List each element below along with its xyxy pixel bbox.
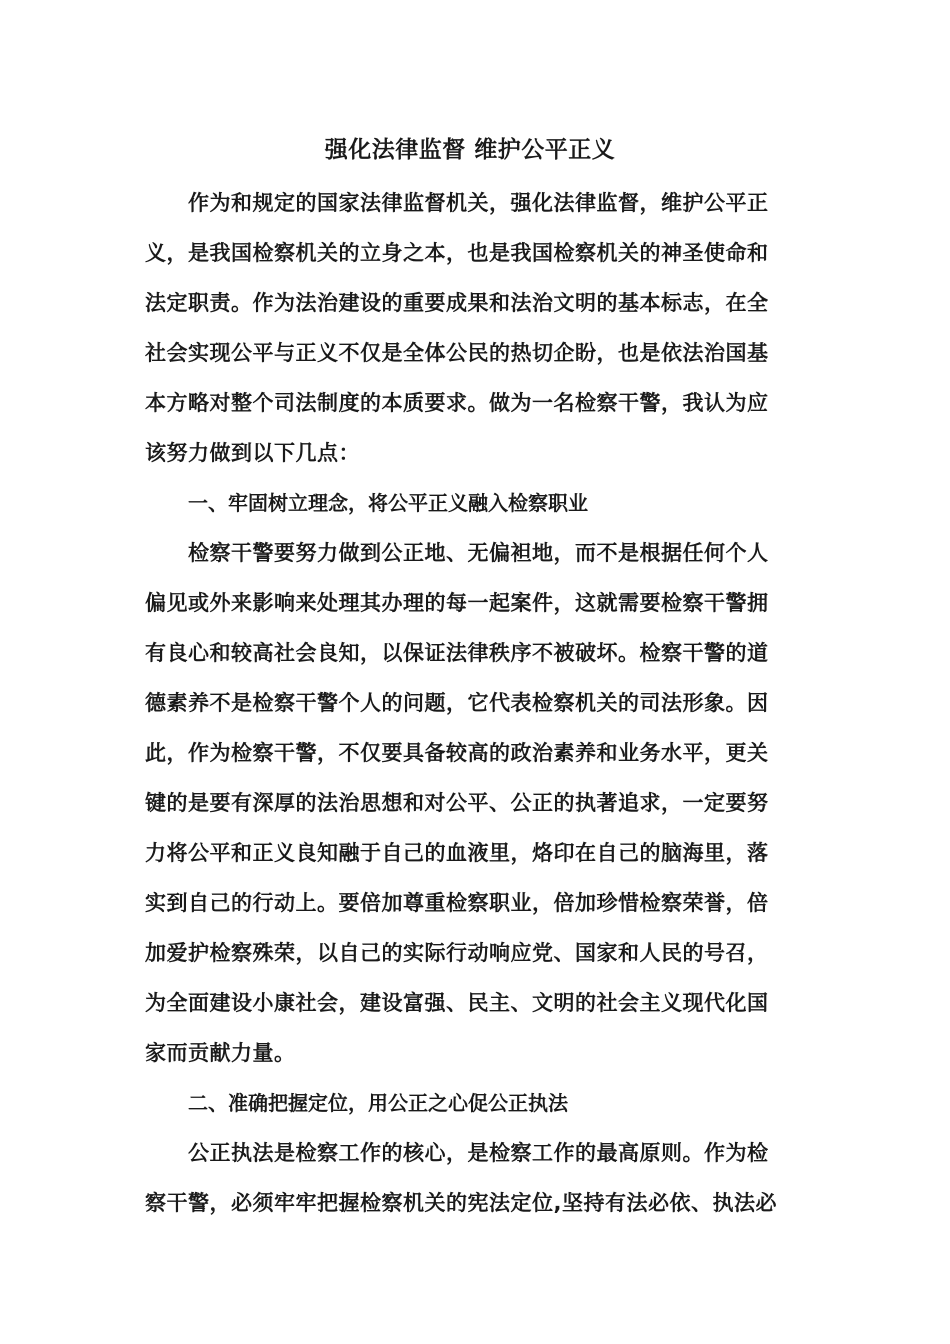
intro-line: 社会实现公平与正义不仅是全体公民的热切企盼，也是依法治国基 [145,341,769,365]
section1-paragraph [145,528,795,1078]
section1-line: 加爱护检察殊荣，以自己的实际行动响应党、国家和人民的号召， [145,941,769,965]
section-heading-1: 一、牢固树立理念，将公平正义融入检察职业 [188,491,588,515]
section1-line: 键的是要有深厚的法治思想和对公平、公正的执著追求，一定要努 [145,791,769,815]
section1-line: 有良心和较高社会良知，以保证法律秩序不被破坏。检察干警的道 [145,641,769,665]
section2-line: 公正执法是检察工作的核心，是检察工作的最高原则。作为检 [188,1141,769,1165]
section1-line: 家而贡献力量。 [145,1041,296,1065]
section1-line: 为全面建设小康社会，建设富强、民主、文明的社会主义现代化国 [145,991,769,1015]
section1-line: 此，作为检察干警，不仅要具备较高的政治素养和业务水平，更关 [145,741,769,765]
document-page [145,130,795,1228]
section1-line: 德素养不是检察干警个人的问题，它代表检察机关的司法形象。因 [145,691,769,715]
intro-paragraph [145,178,795,478]
document-title: 强化法律监督 维护公平正义 [324,137,616,163]
intro-line: 义，是我国检察机关的立身之本，也是我国检察机关的神圣使命和 [145,241,769,265]
section1-line: 实到自己的行动上。要倍加尊重检察职业，倍加珍惜检察荣誉，倍 [145,891,769,915]
section1-line: 力将公平和正义良知融于自己的血液里，烙印在自己的脑海里，落 [145,841,769,865]
intro-line: 该努力做到以下几点： [145,441,360,465]
section2-line: 察干警，必须牢牢把握检察机关的宪法定位,坚持有法必依、执法必 [145,1191,777,1215]
intro-line: 本方略对整个司法制度的本质要求。做为一名检察干警，我认为应 [145,391,769,415]
intro-line: 作为和规定的国家法律监督机关，强化法律监督，维护公平正 [188,191,769,215]
intro-line: 法定职责。作为法治建设的重要成果和法治文明的基本标志，在全 [145,291,769,315]
section-heading-2: 二、准确把握定位，用公正之心促公正执法 [188,1091,568,1115]
section2-paragraph [145,1128,795,1228]
section1-line: 检察干警要努力做到公正地、无偏袒地，而不是根据任何个人 [188,541,769,565]
section1-line: 偏见或外来影响来处理其办理的每一起案件，这就需要检察干警拥 [145,591,769,615]
